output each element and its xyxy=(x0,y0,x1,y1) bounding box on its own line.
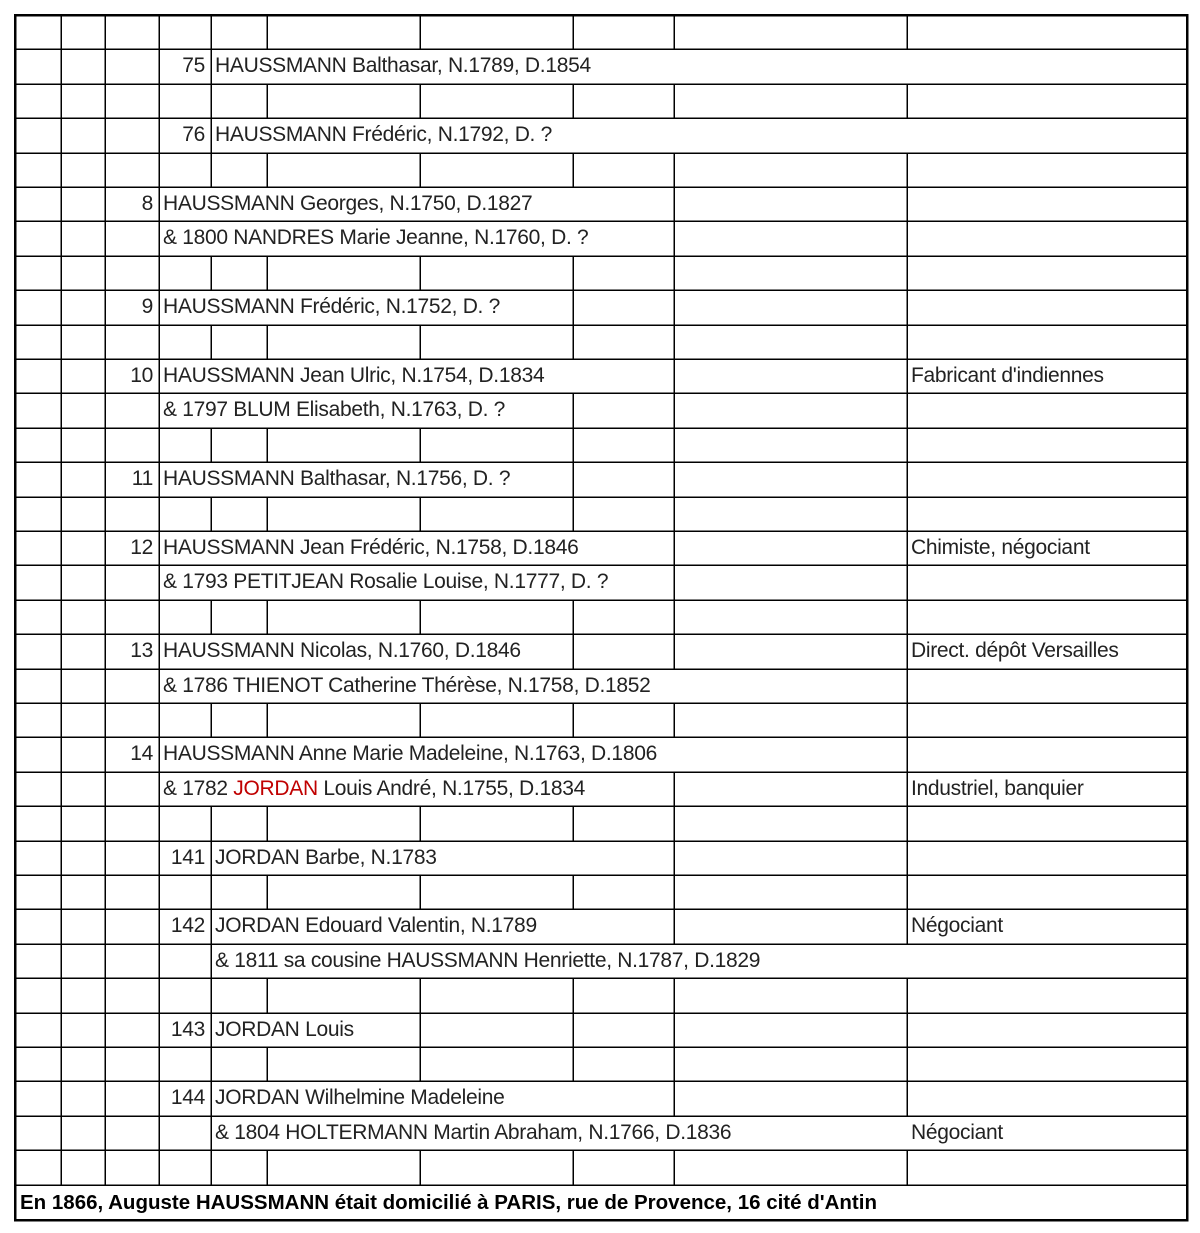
occupation: Industriel, banquier xyxy=(911,777,1084,800)
spouse-name: & 1797 BLUM Elisabeth, N.1763, D. ? xyxy=(163,398,506,421)
person-name: HAUSSMANN Frédéric, N.1752, D. ? xyxy=(163,295,501,318)
spouse-name: & 1800 NANDRES Marie Jeanne, N.1760, D. ? xyxy=(163,226,589,249)
entry-number: 142 xyxy=(170,914,205,937)
person-name: HAUSSMANN Georges, N.1750, D.1827 xyxy=(163,192,533,215)
spouse-name: & 1811 sa cousine HAUSSMANN Henriette, N.1787, D.1829 xyxy=(215,949,761,972)
entry-number: 75 xyxy=(182,54,205,77)
person-name: HAUSSMANN Jean Frédéric, N.1758, D.1846 xyxy=(163,536,579,559)
entry-number: 12 xyxy=(130,536,153,559)
entry-number: 9 xyxy=(141,295,153,318)
footer-note: En 1866, Auguste HAUSSMANN était domicilié à PARIS, rue de Provence, 16 cité d'Antin xyxy=(20,1191,877,1214)
person-name: JORDAN Louis xyxy=(215,1018,354,1041)
entry-number: 14 xyxy=(130,742,153,765)
spouse-prefix: & 1782 xyxy=(163,777,234,800)
entry-number: 144 xyxy=(170,1086,205,1109)
entry-number: 76 xyxy=(182,123,205,146)
spouse-suffix: Louis André, N.1755, D.1834 xyxy=(317,777,585,800)
entry-number: 143 xyxy=(170,1018,205,1041)
occupation: Direct. dépôt Versailles xyxy=(911,639,1119,662)
spouse-name: & 1804 HOLTERMANN Martin Abraham, N.1766, D.1836 xyxy=(215,1121,732,1144)
highlighted-surname: JORDAN xyxy=(233,777,318,800)
spouse-name: & 1793 PETITJEAN Rosalie Louise, N.1777, D. ? xyxy=(163,570,609,593)
person-name: HAUSSMANN Balthasar, N.1789, D.1854 xyxy=(215,54,591,77)
occupation: Fabricant d'indiennes xyxy=(911,364,1104,387)
spouse-name: & 1786 THIENOT Catherine Thérèse, N.1758, D.1852 xyxy=(163,674,651,697)
occupation: Chimiste, négociant xyxy=(911,536,1090,559)
person-name: JORDAN Barbe, N.1783 xyxy=(215,846,437,869)
entry-number: 141 xyxy=(170,846,205,869)
occupation: Négociant xyxy=(911,914,1003,937)
person-name: JORDAN Edouard Valentin, N.1789 xyxy=(215,914,537,937)
entry-number: 8 xyxy=(141,192,153,215)
person-name: HAUSSMANN Jean Ulric, N.1754, D.1834 xyxy=(163,364,545,387)
occupation: Négociant xyxy=(911,1121,1003,1144)
spouse-name xyxy=(163,773,585,805)
person-name: JORDAN Wilhelmine Madeleine xyxy=(215,1086,505,1109)
entry-number: 13 xyxy=(130,639,153,662)
person-name: HAUSSMANN Anne Marie Madeleine, N.1763, D.1806 xyxy=(163,742,657,765)
entry-number: 11 xyxy=(131,467,153,490)
entry-number: 10 xyxy=(130,364,153,387)
person-name: HAUSSMANN Nicolas, N.1760, D.1846 xyxy=(163,639,521,662)
person-name: HAUSSMANN Balthasar, N.1756, D. ? xyxy=(163,467,511,490)
person-name: HAUSSMANN Frédéric, N.1792, D. ? xyxy=(215,123,553,146)
